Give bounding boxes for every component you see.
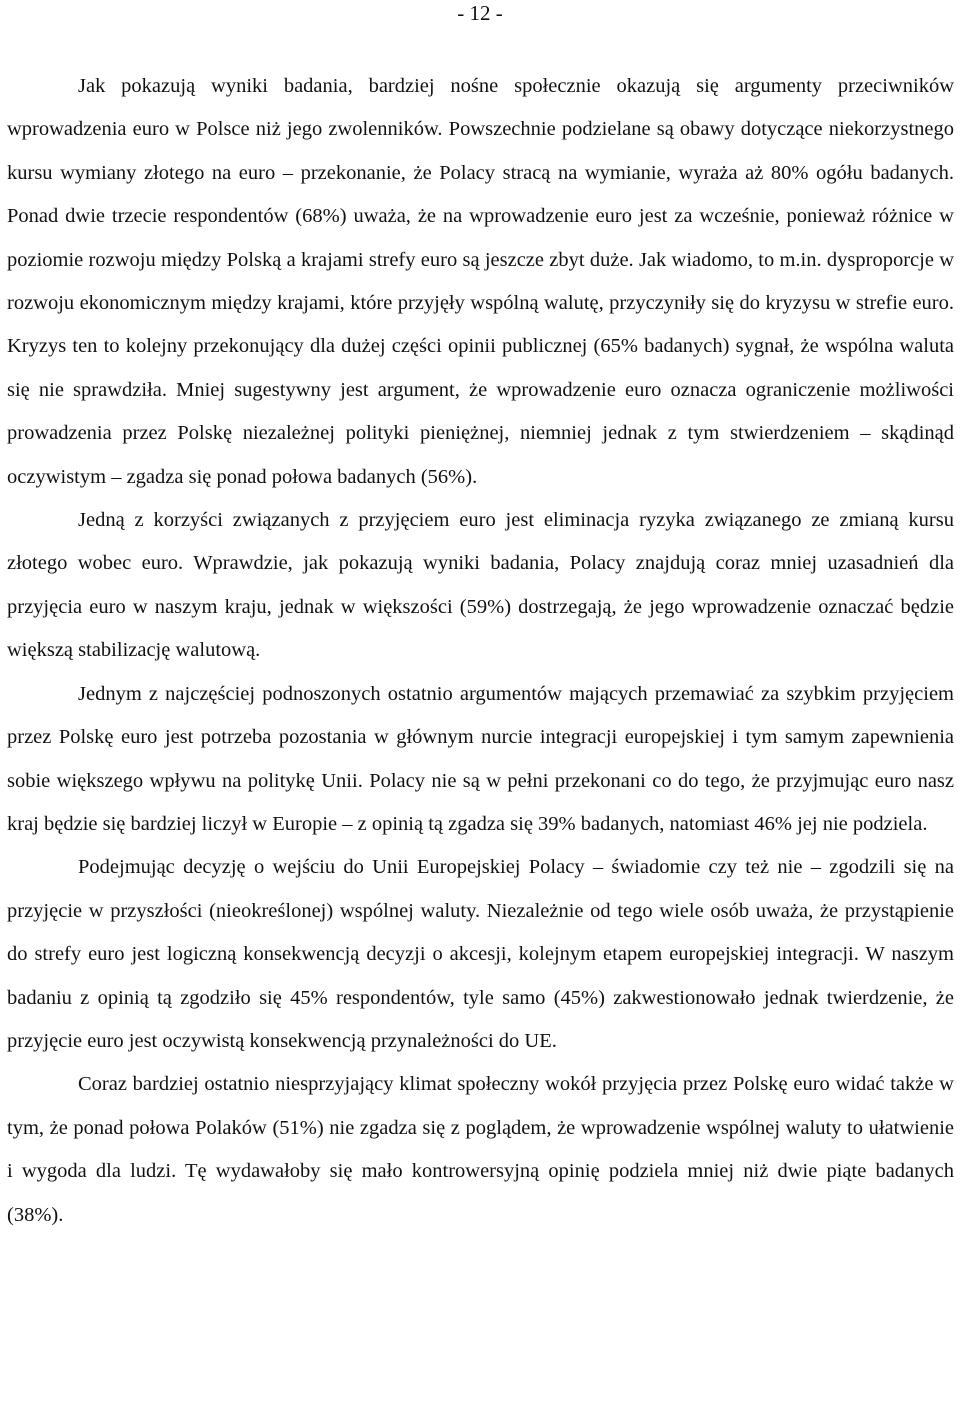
body-text	[7, 65, 954, 1237]
paragraph: Jednym z najczęściej podnoszonych ostatnio argumentów mających przemawiać za szybkim przyjęciem przez Polskę euro jest potrzeba pozostania w głównym nurcie integracji europejskiej i tym samym zapewnienia sobie większego wpływu na politykę Unii. Polacy nie są w pełni przekonani co do tego, że przyjmując euro nasz kraj będzie się bardziej liczył w Europie – z opinią tą zgadza się 39% badanych, natomiast 46% jej nie podziela.	[7, 682, 954, 835]
paragraph: Jedną z korzyści związanych z przyjęciem euro jest eliminacja ryzyka związanego ze zmianą kursu złotego wobec euro. Wprawdzie, jak pokazują wyniki badania, Polacy znajdują coraz mniej uzasadnień dla przyjęcia euro w naszym kraju, jednak w większości (59%) dostrzegają, że jego wprowadzenie oznaczać będzie większą stabilizację walutową.	[7, 509, 954, 662]
paragraph: Coraz bardziej ostatnio niesprzyjający klimat społeczny wokół przyjęcia przez Polskę euro widać także w tym, że ponad połowa Polaków (51%) nie zgadza się z poglądem, że wprowadzenie wspólnej waluty to ułatwienie i wygoda dla ludzi. Tę wydawałoby się mało kontrowersyjną opinię podziela mniej niż dwie piąte badanych (38%).	[7, 1073, 954, 1226]
paragraph: Jak pokazują wyniki badania, bardziej nośne społecznie okazują się argumenty przeciwników wprowadzenia euro w Polsce niż jego zwolenników. Powszechnie podzielane są obawy dotyczące niekorzystnego kursu wymiany złotego na euro – przekonanie, że Polacy stracą na wymianie, wyraża aż 80% ogółu badanych. Ponad dwie trzecie respondentów (68%) uważa, że na wprowadzenie euro jest za wcześnie, ponieważ różnice w poziomie rozwoju między Polską a krajami strefy euro są jeszcze zbyt duże. Jak wiadomo, to m.in. dysproporcje w rozwoju ekonomicznym między krajami, które przyjęły wspólną walutę, przyczyniły się do kryzysu w strefie euro. Kryzys ten to kolejny przekonujący dla dużej części opinii publicznej (65% badanych) sygnał, że wspólna waluta się nie sprawdziła. Mniej sugestywny jest argument, że wprowadzenie euro oznacza ograniczenie możliwości prowadzenia przez Polskę niezależnej polityki pieniężnej, niemniej jednak z tym stwierdzeniem – skądinąd oczywistym – zgadza się ponad połowa badanych (56%).	[7, 75, 954, 488]
paragraph: Podejmując decyzję o wejściu do Unii Europejskiej Polacy – świadomie czy też nie – zgodzili się na przyjęcie w przyszłości (nieokreślonej) wspólnej waluty. Niezależnie od tego wiele osób uważa, że przystąpienie do strefy euro jest logiczną konsekwencją decyzji o akcesji, kolejnym etapem europejskiej integracji. W naszym badaniu z opinią tą zgodziło się 45% respondentów, tyle samo (45%) zakwestionowało jednak twierdzenie, że przyjęcie euro jest oczywistą konsekwencją przynależności do UE.	[7, 856, 954, 1052]
page-number: - 12 -	[457, 1, 503, 25]
